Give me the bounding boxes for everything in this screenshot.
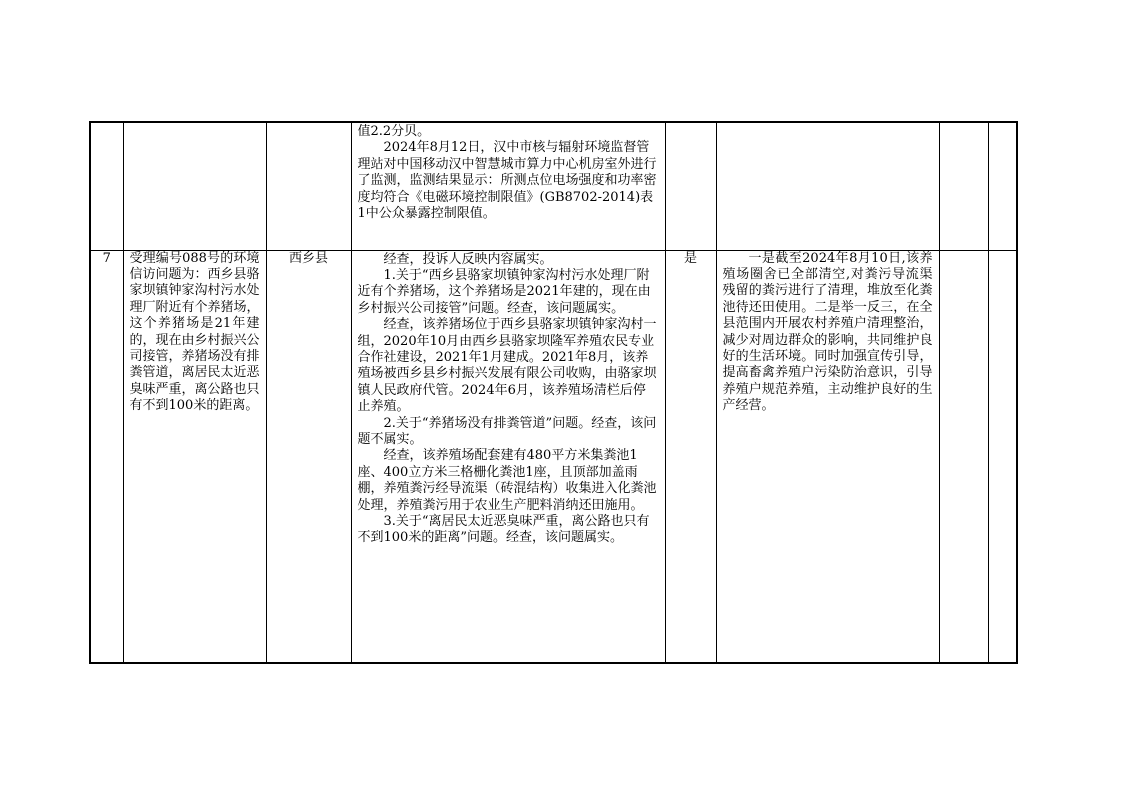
findings-paragraph: 3.关于“离居民太近恶臭味严重，离公路也只有不到100米的距离”问题。经查，该问题属实。: [357, 514, 650, 546]
county-cell: 西乡县: [266, 250, 351, 663]
issue-cell: [123, 122, 266, 250]
findings-cell: [351, 250, 665, 663]
row-number: [90, 122, 123, 250]
findings-paragraph: 2.关于“养猪场没有排粪管道”问题。经查，该问题不属实。: [357, 415, 657, 447]
measures-cell: [716, 122, 939, 250]
table-row: [90, 250, 1017, 663]
findings-paragraph: 值2.2分贝。: [357, 124, 431, 139]
table-row: [90, 122, 1017, 250]
extra-cell: [988, 122, 1017, 250]
findings-paragraph: 经查，投诉人反映内容属实。: [383, 251, 553, 267]
issue-cell: 受理编号088号的环境信访问题为：西乡县骆家坝镇钟家沟村污水处理厂附近有个养猪场，这个养猪场是21年建的，现在由乡村振兴公司接管，养猪场没有排粪管道，离居民太近恶臭味严重，离公路也只有不到100米的距离。: [123, 250, 266, 663]
verified-cell: [665, 122, 716, 250]
measures-cell: 一是截至2024年8月10日,该养殖场圈舍已全部清空,对粪污导流渠残留的粪污进行了清理，堆放至化粪池待还田使用。二是举一反三，在全县范围内开展农村养殖户清理整治，减少对周边群众的影响，共同维护良好的生活环境。同时加强宣传引导，提高畜禽养殖户污染防治意识，引导养殖户规范养殖，主动维护良好的生产经营。: [716, 250, 939, 663]
extra-cell: [939, 122, 988, 250]
findings-paragraph: 2024年8月12日，汉中市核与辐射环境监督管理站对中国移动汉中智慧城市算力中心机房室外进行了监测，监测结果显示：所测点位电场强度和功率密度均符合《电磁环境控制限值》(GB8702-2014)表1中公众暴露控制限值。: [357, 140, 657, 222]
findings-paragraph: 经查，该养猪场位于西乡县骆家坝镇钟家沟村一组，2020年10月由西乡县骆家坝隆军养殖农民专业合作社建设，2021年1月建成。2021年8月，该养殖场被西乡县乡村振兴发展有限公司收购，由骆家坝镇人民政府代管。2024年6月，该养殖场清栏后停止养殖。: [357, 317, 657, 415]
extra-cell: [939, 250, 988, 663]
verified-cell: 是: [665, 250, 716, 663]
county-cell: [266, 122, 351, 250]
findings-paragraph: 经查，该养殖场配套建有480平方米集粪池1座、400立方米三格栅化粪池1座，且顶部加盖雨棚，养殖粪污经导流渠（砖混结构）收集进入化粪池处理，养殖粪污用于农业生产肥料消纳还田施用。: [357, 448, 657, 513]
row-number: 7: [90, 250, 123, 663]
extra-cell: [988, 250, 1017, 663]
complaint-table: [89, 121, 1018, 664]
findings-cell: [351, 122, 665, 250]
findings-paragraph: 1.关于“西乡县骆家坝镇钟家沟村污水处理厂附近有个养猪场，这个养猪场是2021年建的，现在由乡村振兴公司接管”问题。经查，该问题属实。: [357, 267, 651, 316]
